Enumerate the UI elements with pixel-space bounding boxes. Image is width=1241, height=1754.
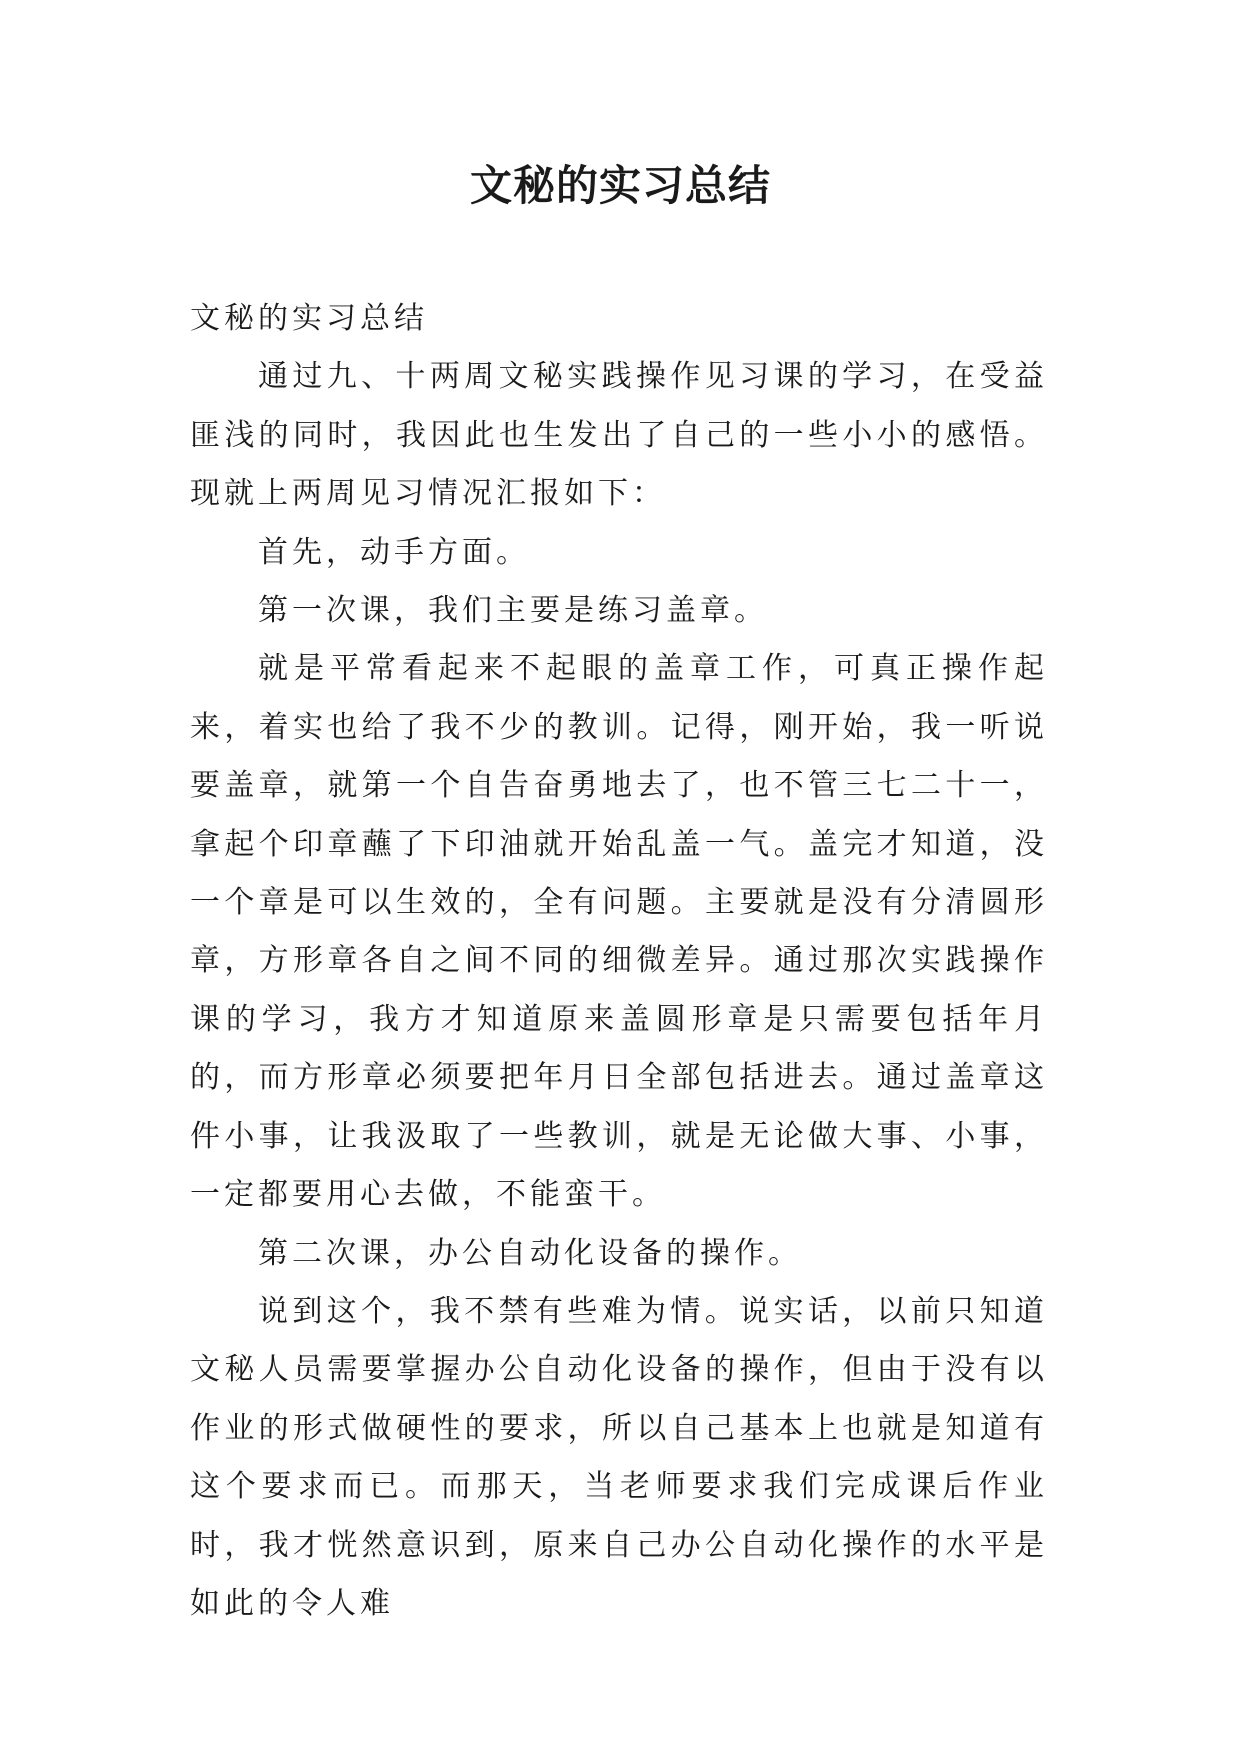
paragraph: 第二次课，办公自动化设备的操作。 [258, 1235, 802, 1271]
paragraph: 通过九、十两周文秘实践操作见习课的学习，在受益匪浅的同时，我因此也生发出了自己的一些小小的感悟。现就上两周见习情况汇报如下： [190, 359, 1048, 512]
paragraph: 说到这个，我不禁有些难为情。说实话，以前只知道文秘人员需要掌握办公自动化设备的操作，但由于没有以作业的形式做硬性的要求，所以自己基本上也就是知道有这个要求而已。而那天，当老师要求我们完成课后作业时，我才恍然意识到，原来自己办公自动化操作的水平是如此的令人难 [190, 1293, 1048, 1621]
paragraph: 首先，动手方面。 [258, 534, 530, 570]
paragraph: 第一次课，我们主要是练习盖章。 [258, 593, 768, 629]
document-title: 文秘的实习总结 [469, 161, 771, 210]
paragraph: 就是平常看起来不起眼的盖章工作，可真正操作起来，着实也给了我不少的教训。记得，刚开始，我一听说要盖章，就第一个自告奋勇地去了，也不管三七二十一，拿起个印章蘸了下印油就开始乱盖一气。盖完才知道，没一个章是可以生效的，全有问题。主要就是没有分清圆形章，方形章各自之间不同的细微差异。通过那次实践操作课的学习，我方才知道原来盖圆形章是只需要包括年月的，而方形章必须要把年月日全部包括进去。通过盖章这件小事，让我汲取了一些教训，就是无论做大事、小事，一定都要用心去做，不能蛮干。 [190, 651, 1048, 1213]
paragraph-heading: 文秘的实习总结 [190, 301, 428, 336]
document-body [190, 290, 1048, 1633]
